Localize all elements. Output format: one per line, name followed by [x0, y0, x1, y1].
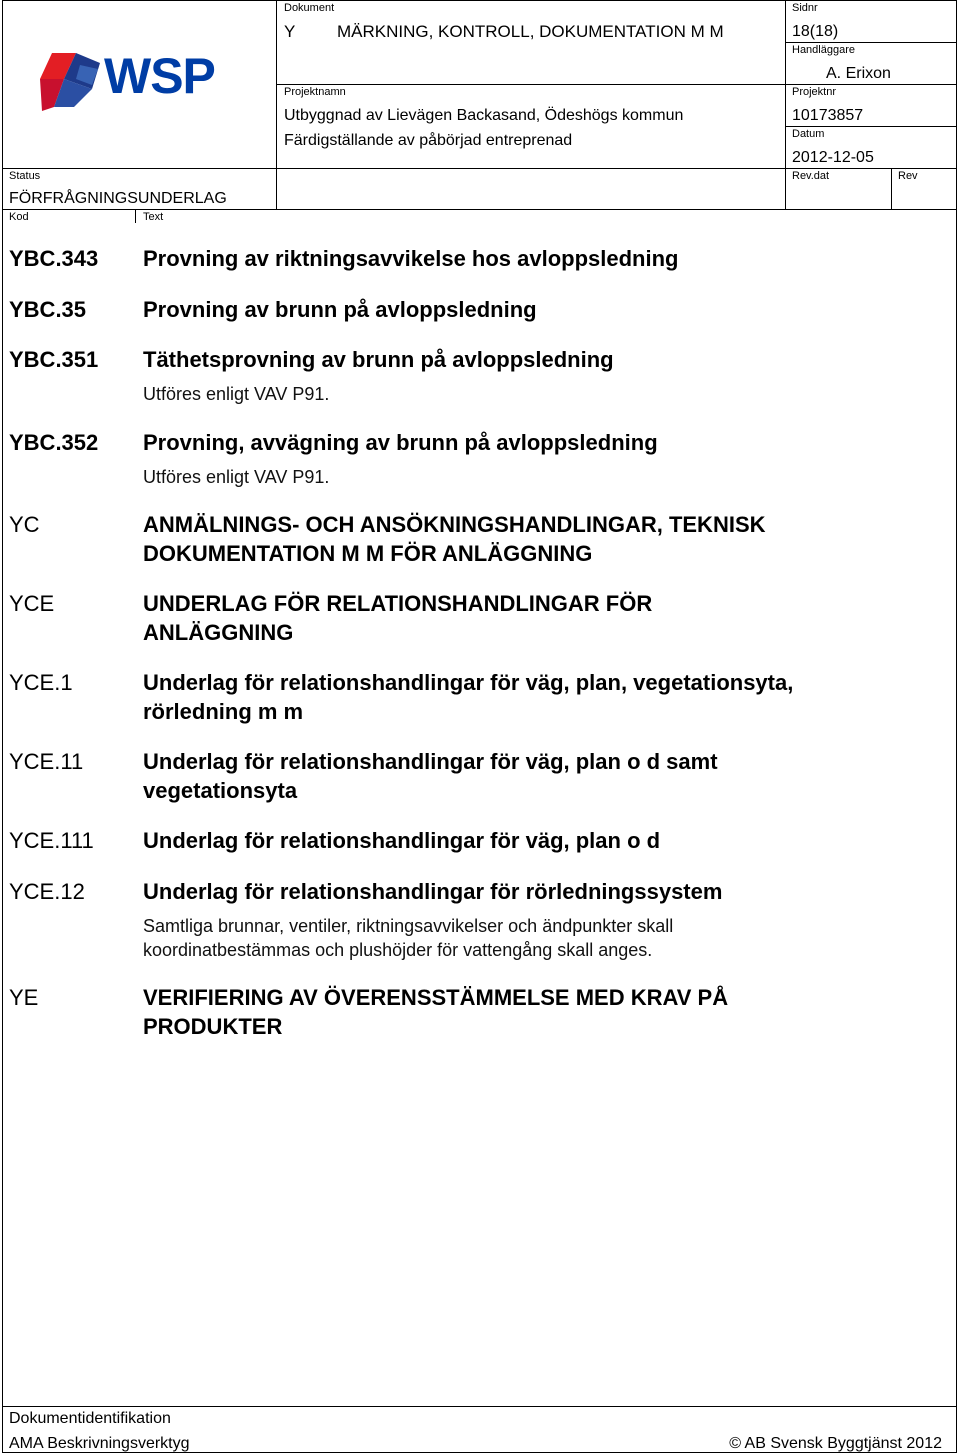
divider: [135, 209, 136, 223]
section-text: Utföres enligt VAV P91.: [143, 467, 330, 487]
svg-text:WSP: WSP: [104, 48, 215, 104]
status-label: Status: [9, 170, 41, 182]
divider: [785, 126, 957, 127]
divider: [276, 84, 957, 85]
divider: [276, 0, 277, 210]
page-number: 18(18): [792, 23, 839, 40]
project-name-line1: Utbyggnad av Lievägen Backasand, Ödeshögs kommun: [284, 107, 684, 124]
divider: [2, 209, 957, 210]
project-no-label: Projektnr: [792, 86, 837, 98]
section-heading: Underlag för relationshandlingar för väg, plan o d: [143, 828, 661, 853]
project-no: 10173857: [792, 107, 864, 124]
section-heading: Täthetsprovning av brunn på avloppsledning: [143, 347, 614, 372]
section-heading: ANMÄLNINGS- OCH ANSÖKNINGSHANDLINGAR, TEKNISK DOKUMENTATION M M FÖR ANLÄGGNING: [143, 512, 766, 566]
copyright: © AB Svensk Byggtjänst 2012: [729, 1435, 942, 1452]
section-code: YE: [9, 985, 39, 1010]
kod-label: Kod: [9, 211, 29, 223]
doc-id-label: Dokumentidentifikation: [9, 1410, 171, 1427]
section-code: YCE: [9, 591, 55, 616]
date-value: 2012-12-05: [792, 149, 874, 166]
document-title: MÄRKNING, KONTROLL, DOKUMENTATION M M: [337, 22, 724, 41]
project-name-label: Projektnamn: [284, 86, 346, 98]
divider: [2, 168, 957, 169]
section-heading: Provning av brunn på avloppsledning: [143, 297, 537, 322]
section-code: YCE.1: [9, 670, 73, 695]
section-heading: VERIFIERING AV ÖVERENSSTÄMMELSE MED KRAV PÅ PRODUKTER: [143, 985, 729, 1039]
divider: [785, 42, 957, 43]
section-code: YC: [9, 512, 40, 537]
document-label: Dokument: [284, 2, 335, 14]
date-label: Datum: [792, 128, 825, 140]
section-code: YBC.352: [9, 430, 99, 455]
section-heading: Underlag för relationshandlingar för väg, plan o d samt vegetationsyta: [143, 749, 718, 803]
section-code: YBC.35: [9, 297, 87, 322]
section-heading: Provning, avvägning av brunn på avloppsledning: [143, 430, 658, 455]
section-text: Utföres enligt VAV P91.: [143, 384, 330, 404]
handler-label: Handläggare: [792, 44, 855, 56]
section-code: YCE.11: [9, 749, 84, 774]
section-code: YBC.343: [9, 246, 99, 271]
page-label: Sidnr: [792, 2, 818, 14]
handler-name: A. Erixon: [826, 65, 891, 82]
section-heading: Underlag för relationshandlingar för väg, plan, vegetationsyta, rörledning m m: [143, 670, 794, 724]
document-code: Y: [284, 22, 296, 41]
rev-label: Rev: [898, 170, 918, 182]
section-heading: UNDERLAG FÖR RELATIONSHANDLINGAR FÖR ANLÄGGNING: [143, 591, 653, 645]
wsp-logo: [40, 45, 245, 117]
section-heading: Provning av riktningsavvikelse hos avloppsledning: [143, 246, 679, 271]
revdate-label: Rev.dat: [792, 170, 830, 182]
status-value: FÖRFRÅGNINGSUNDERLAG: [9, 190, 227, 207]
footer-divider: [2, 1406, 957, 1407]
section-code: YCE.12: [9, 879, 85, 904]
section-text: Samtliga brunnar, ventiler, riktningsavvikelser och ändpunkter skall koordinatbestämmas och plushöjder för vattengång skall anges.: [143, 916, 674, 960]
text-label: Text: [143, 211, 164, 223]
section-code: YCE.111: [9, 828, 94, 853]
section-heading: Underlag för relationshandlingar för rörledningssystem: [143, 879, 723, 904]
section-code: YBC.351: [9, 347, 99, 372]
divider: [785, 0, 786, 210]
divider: [891, 168, 892, 210]
tool-name: AMA Beskrivningsverktyg: [9, 1435, 190, 1452]
project-name-line2: Färdigställande av påbörjad entreprenad: [284, 132, 573, 149]
